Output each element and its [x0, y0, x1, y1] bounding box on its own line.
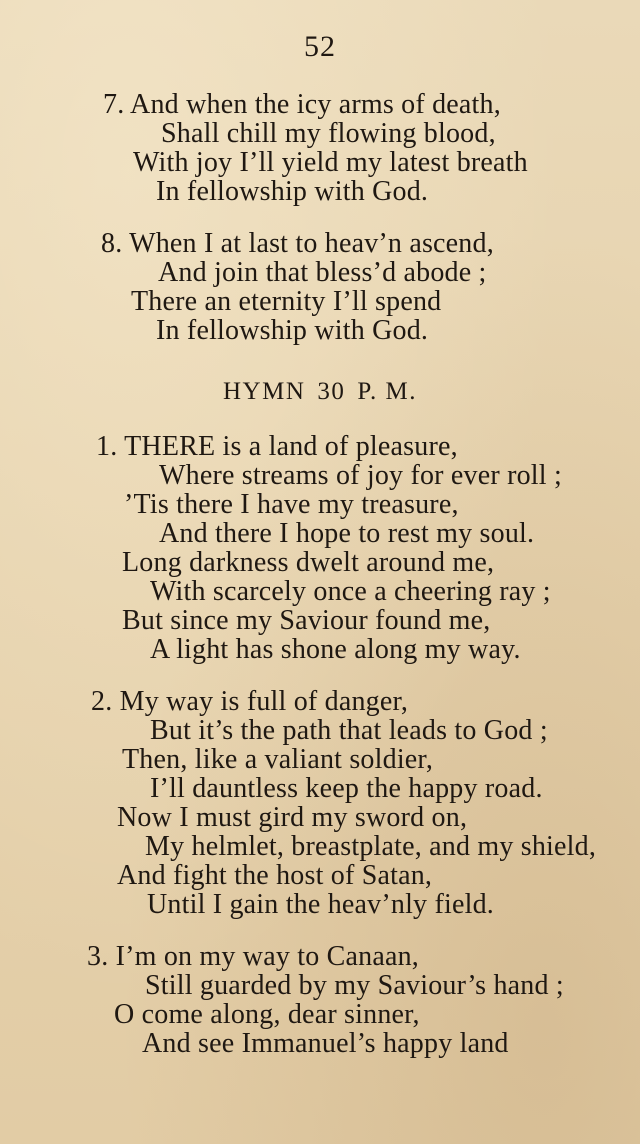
verse-line: Until I gain the heav’nly field. [147, 889, 494, 920]
hymn-heading [0, 378, 640, 406]
verse-line: Still guarded by my Saviour’s hand ; [145, 970, 564, 1001]
verse-line: There an eternity I’ll spend [131, 286, 442, 317]
verse-line: With joy I’ll yield my latest breath [133, 147, 528, 178]
verse-line: And see Immanuel’s happy land [142, 1028, 509, 1059]
verse-line: Now I must gird my sword on, [117, 802, 468, 833]
page-number: 52 [304, 30, 336, 63]
verse-line: 7. And when the icy arms of death, [103, 89, 501, 120]
verse-line: I’ll dauntless keep the happy road. [150, 773, 543, 804]
verse-line: And there I hope to rest my soul. [159, 518, 535, 549]
verse-line: 1. THERE is a land of pleasure, [96, 431, 458, 462]
verse-line: Then, like a valiant soldier, [122, 744, 434, 775]
verse-line: In fellowship with God. [156, 315, 429, 346]
verse-line: And fight the host of Satan, [117, 860, 433, 891]
hymn-number: 30 [317, 378, 346, 405]
verse-line: Where streams of joy for ever roll ; [159, 460, 562, 491]
verse-line: 3. I’m on my way to Canaan, [87, 941, 419, 972]
verse-line: But it’s the path that leads to God ; [150, 715, 548, 746]
hymn-label: HYMN [222, 378, 306, 405]
verse-line: 2. My way is full of danger, [91, 686, 409, 717]
verse-line: Long darkness dwelt around me, [122, 547, 495, 578]
verse-line: And join that bless’d abode ; [158, 257, 487, 288]
verse-line: Shall chill my flowing blood, [161, 118, 496, 149]
verse-line: In fellowship with God. [156, 176, 429, 207]
verse-line: O come along, dear sinner, [114, 999, 420, 1030]
verse-line: ’Tis there I have my treasure, [124, 489, 459, 520]
verse-line: 8. When I at last to heav’n ascend, [101, 228, 494, 259]
verse-line: A light has shone along my way. [150, 634, 521, 665]
verse-line: But since my Saviour found me, [122, 605, 491, 636]
hymn-meter: P. M. [357, 378, 418, 405]
verse-line: With scarcely once a cheering ray ; [150, 576, 551, 607]
verse-line: My helmlet, breastplate, and my shield, [145, 831, 597, 862]
